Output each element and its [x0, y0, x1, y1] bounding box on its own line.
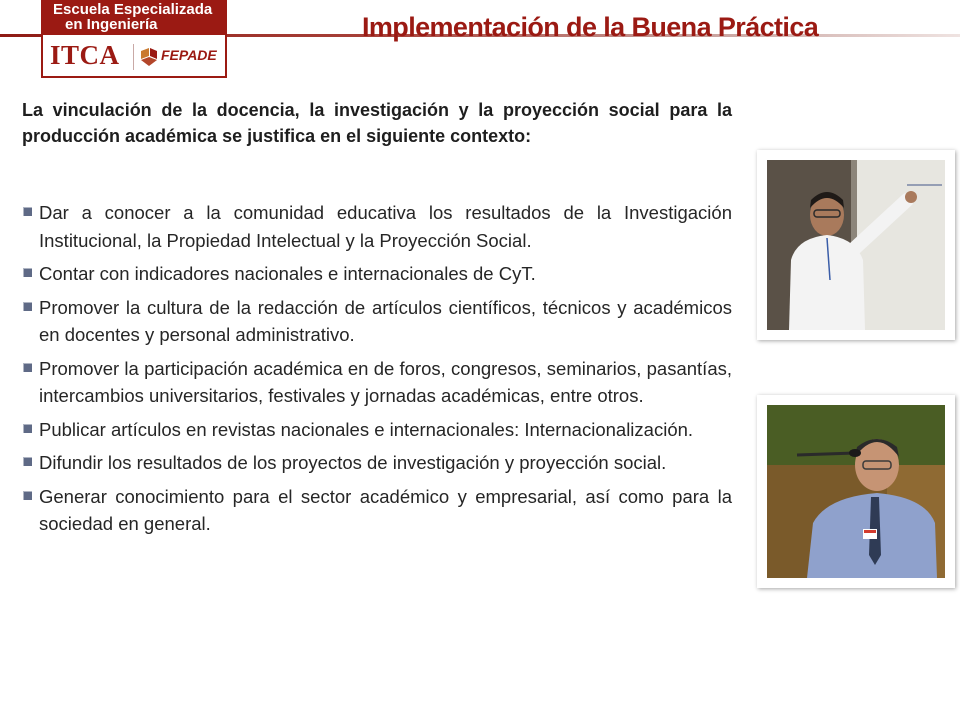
intro-text: La vinculación de la docencia, la investigación y la proyección social para la producción académica se justifica en el siguiente contexto:	[22, 100, 732, 146]
logo-divider	[133, 44, 134, 70]
list-item-text: Publicar artículos en revistas nacionales e internacionales: Internacionalización.	[39, 418, 694, 440]
list-item-text: Promover la participación académica en de foros, congresos, seminarios, pasantías, intercambios universitarios, festivales y jornadas académicas, entre otros.	[39, 357, 732, 406]
list-item-text: Contar con indicadores nacionales e internacionales de CyT.	[39, 263, 536, 284]
list-item	[22, 199, 732, 254]
square-bullet-icon	[23, 491, 32, 500]
square-bullet-icon	[23, 302, 32, 311]
list-item	[22, 416, 732, 444]
list-item	[22, 483, 732, 538]
square-bullet-icon	[23, 268, 32, 277]
list-item-text: Difundir los resultados de los proyectos de investigación y proyección social.	[39, 452, 667, 473]
square-bullet-icon	[23, 457, 32, 466]
institution-logo	[41, 0, 227, 78]
square-bullet-icon	[23, 207, 32, 216]
presenter-pointing-image	[767, 160, 945, 330]
logo-brand: ITCA	[50, 40, 120, 70]
logo-band	[43, 0, 225, 35]
presenter-photo-1	[757, 150, 955, 340]
presenter-photo-2	[757, 395, 955, 588]
speaker-at-microphone-image	[767, 405, 945, 578]
square-bullet-icon	[23, 363, 32, 372]
logo-line-1: Escuela Especializada	[53, 1, 213, 18]
list-item-text: Dar a conocer a la comunidad educativa los resultados de la Investigación Institucional, la Propiedad Intelectual y la Proyección Social.	[39, 202, 732, 251]
list-item	[22, 449, 732, 477]
list-item	[22, 355, 732, 410]
fepade-mark-icon	[139, 47, 159, 67]
list-item-text: Generar conocimiento para el sector académico y empresarial, así como para la sociedad en general.	[39, 485, 732, 534]
list-item	[22, 294, 732, 349]
list-item-text: Promover la cultura de la redacción de artículos científicos, técnicos y académicos en docentes y personal administrativo.	[39, 296, 732, 345]
logo-line-2: en Ingeniería	[65, 16, 158, 33]
list-item	[22, 260, 732, 288]
logo-partner: FEPADE	[161, 47, 217, 63]
square-bullet-icon	[23, 424, 32, 433]
page-title: Implementación de la Buena Práctica	[362, 12, 819, 42]
bullet-list	[22, 199, 732, 544]
